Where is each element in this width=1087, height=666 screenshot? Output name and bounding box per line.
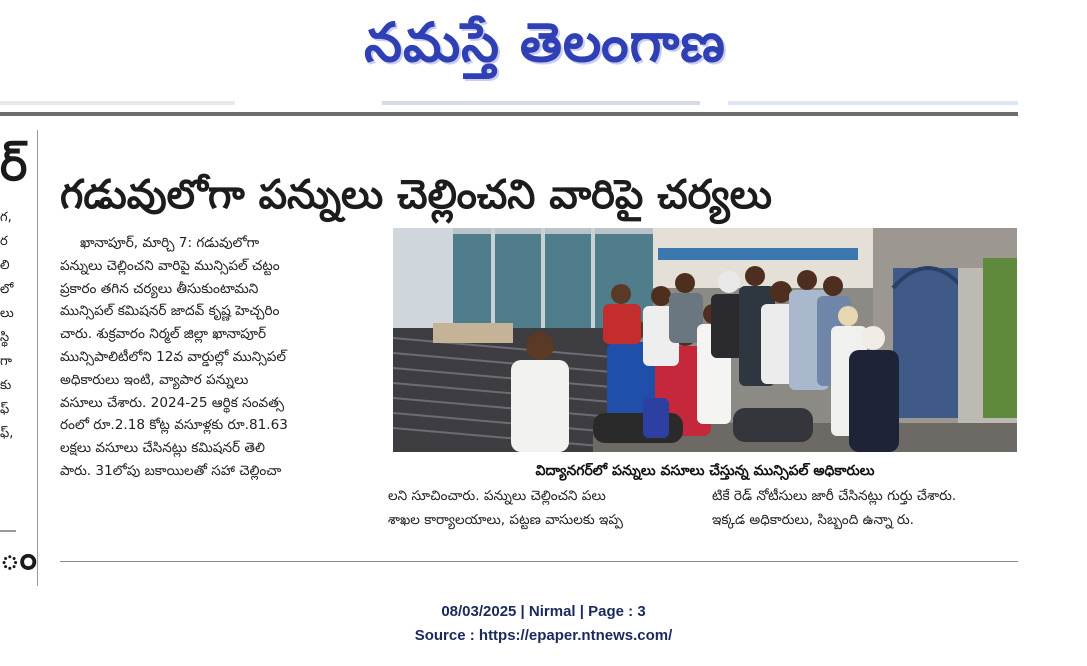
adjacent-article-fragment <box>0 130 37 590</box>
article-line: లని సూచించారు. పన్నులు చెల్లించని పలు <box>388 488 606 504</box>
article-line: చారు. శుక్రవారం నిర్మల్ జిల్లా ఖానాపూర్ <box>60 326 267 343</box>
article-line: ఖానాపూర్, మార్చి 7: గడువులోగా <box>80 235 260 251</box>
page-footer <box>0 600 1087 648</box>
masthead <box>0 0 1087 110</box>
adjacent-line: గ, <box>0 210 12 225</box>
article-column-1 <box>60 232 372 483</box>
adjacent-line: లు <box>0 306 14 321</box>
column-divider <box>37 130 38 586</box>
adjacent-line: స్థి <box>0 330 10 345</box>
adjacent-rule <box>0 530 16 532</box>
article-line: లక్షలు వసూలు చేసినట్లు కమిషనర్ తెలి <box>60 440 265 457</box>
adjacent-headline-fragment: ర్ <box>0 137 28 191</box>
newspaper-logo: నమస్తే తెలంగాణ <box>364 10 726 74</box>
article-line: రంలో రూ.2.18 కోట్ల వసూళ్లకు రూ.81.63 <box>60 417 288 434</box>
article-line: ఇక్కడ అధికారులు, సిబ్బంది ఉన్నా రు. <box>712 512 914 528</box>
source-link[interactable]: Source : https://epaper.ntnews.com/ <box>414 627 673 644</box>
adjacent-line: ర <box>0 234 8 249</box>
adjacent-line: ం <box>0 538 37 578</box>
article-line: పారు. 31లోపు బకాయిలతో సహా చెల్లించా <box>60 462 282 479</box>
article-line: ప్రకారం తగిన చర్యలు తీసుకుంటామని <box>60 280 259 297</box>
page-header-rule <box>0 112 1018 116</box>
article-line: అధికారులు ఇంటి, వ్యాపార పన్నులు <box>60 371 249 388</box>
photo-caption: విద్యానగర్‌లో పన్నులు వసూలు చేస్తున్న మున్సిపల్ అధికారులు <box>535 463 875 479</box>
masthead-divider-left <box>0 101 235 105</box>
adjacent-line: లో <box>0 282 14 297</box>
adjacent-line: ఫ్ <box>0 402 10 417</box>
article-line: మున్సిపల్ కమిషనర్ జాదవ్ కృష్ణ హెచ్చరిం <box>60 303 280 320</box>
adjacent-line: కు <box>0 378 12 393</box>
article-line: శాఖల కార్యాలయాలు, పట్టణ వాసులకు ఇప్ప <box>388 512 623 528</box>
article-column-3 <box>712 484 1018 532</box>
adjacent-line: లి <box>0 258 10 273</box>
adjacent-line: గా <box>0 354 12 369</box>
edition-info: 08/03/2025 | Nirmal | Page : 3 <box>441 603 646 620</box>
news-photo <box>393 228 1017 452</box>
article-line: టికే రెడ్ నోటీసులు జారీ చేసినట్లు గుర్తు చేశారు. <box>712 488 957 504</box>
adjacent-line: ఫ్, <box>0 426 14 441</box>
masthead-divider-right <box>728 101 1018 105</box>
article-line: పన్నులు చెల్లించని వారిపై మున్సిపల్ చట్టం <box>60 257 280 274</box>
article-line: మున్సిపాలిటీలోని 12వ వార్డుల్లో మున్సిపల్ <box>60 348 287 365</box>
article-column-2 <box>388 484 692 532</box>
article-line: వసూలు చేశారు. 2024-25 ఆర్థిక సంవత్స <box>60 394 285 411</box>
article-bottom-rule <box>60 561 1018 562</box>
article-headline: గడువులోగా పన్నులు చెల్లించని వారిపై చర్యలు <box>60 171 772 218</box>
masthead-divider-center <box>382 101 700 105</box>
